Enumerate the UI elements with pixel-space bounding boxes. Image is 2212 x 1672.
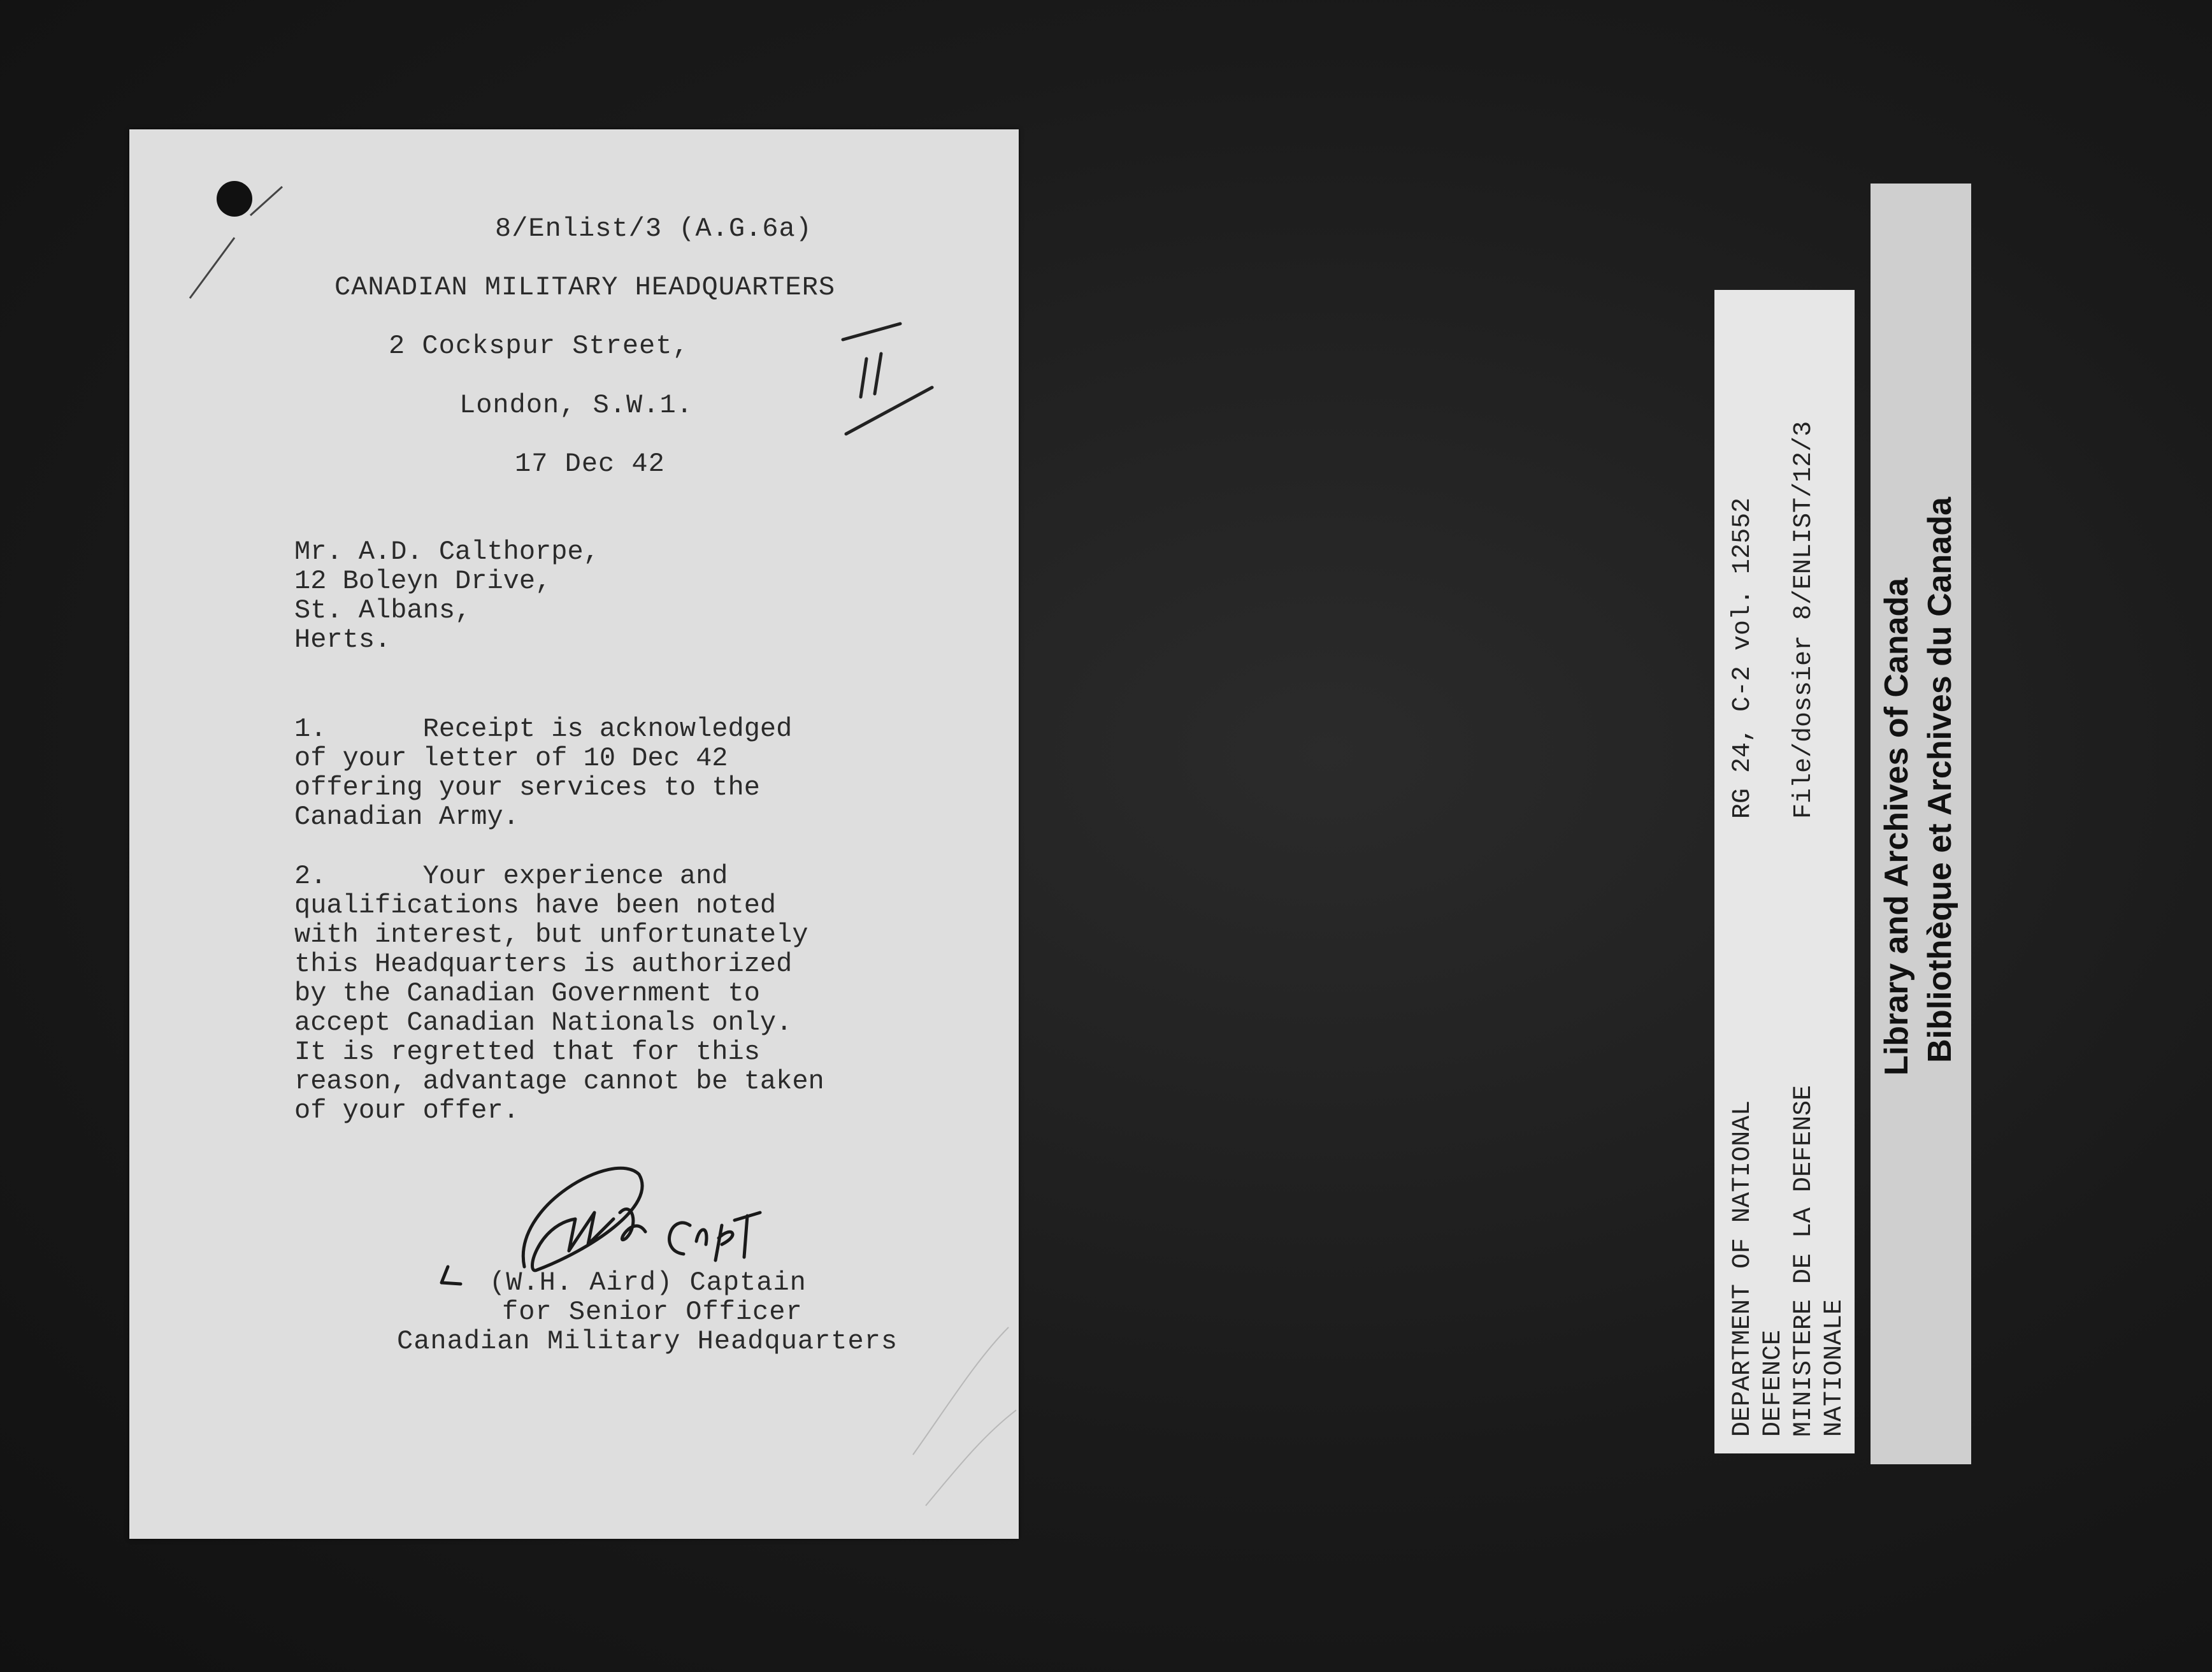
paper-creases [913,1327,1016,1506]
letterhead-org: CANADIAN MILITARY HEADQUARTERS [334,272,836,303]
paragraph-line: qualifications have been noted [294,890,777,921]
dept-fr-line1: MINISTERE DE LA DEFENSE [1790,1085,1818,1437]
letter-page [129,129,1019,1539]
letterhead-street: 2 Cockspur Street, [389,331,689,361]
paragraph-line: 2. Your experience and [294,861,728,891]
letter-date: 17 Dec 42 [515,449,665,479]
paragraph-line: Canadian Army. [294,802,519,832]
paragraph-line: of your offer. [294,1095,519,1126]
stray-marks [190,187,282,298]
paragraph-line: 1. Receipt is acknowledged [294,714,793,744]
signer-for: for Senior Officer [502,1297,803,1327]
paragraph-line: this Headquarters is authorized [294,949,793,979]
paragraph-line: by the Canadian Government to [294,978,760,1009]
archive-reference-label [1714,290,1855,1453]
signature [442,1168,760,1284]
signer-name-title: (W.H. Aird) Captain [489,1267,807,1298]
paragraph-line: accept Canadian Nationals only. [294,1007,793,1038]
institution-name-en: Library and Archives of Canada [1878,577,1915,1076]
recipient-line: 12 Boleyn Drive, [294,566,552,596]
paragraph-line: It is regretted that for this [294,1037,760,1067]
dept-en-line1: DEPARTMENT OF NATIONAL [1728,1100,1757,1437]
recipient-line: Herts. [294,624,391,655]
dept-fr-line2: NATIONALE [1820,1299,1849,1437]
paragraph-line: with interest, but unfortunately [294,919,808,950]
paragraph-line: offering your services to the [294,772,760,803]
signer-org: Canadian Military Headquarters [397,1326,898,1357]
reference-number: 8/Enlist/3 (A.G.6a) [495,213,812,244]
file-dossier-ref: File/dossier 8/ENLIST/12/3 [1790,421,1818,819]
paragraph-line: reason, advantage cannot be taken [294,1066,824,1097]
dept-en-line2: DEFENCE [1759,1329,1788,1437]
institution-name-fr: Bibliothèque et Archives du Canada [1921,496,1958,1063]
recipient-line: St. Albans, [294,595,471,626]
margin-mark-11 [843,324,932,434]
letterhead-city: London, S.W.1. [459,390,693,421]
record-group-ref: RG 24, C-2 vol. 12552 [1728,497,1757,819]
paragraph-line: of your letter of 10 Dec 42 [294,743,728,774]
recipient-line: Mr. A.D. Calthorpe, [294,537,600,567]
institution-label [1871,184,1971,1464]
